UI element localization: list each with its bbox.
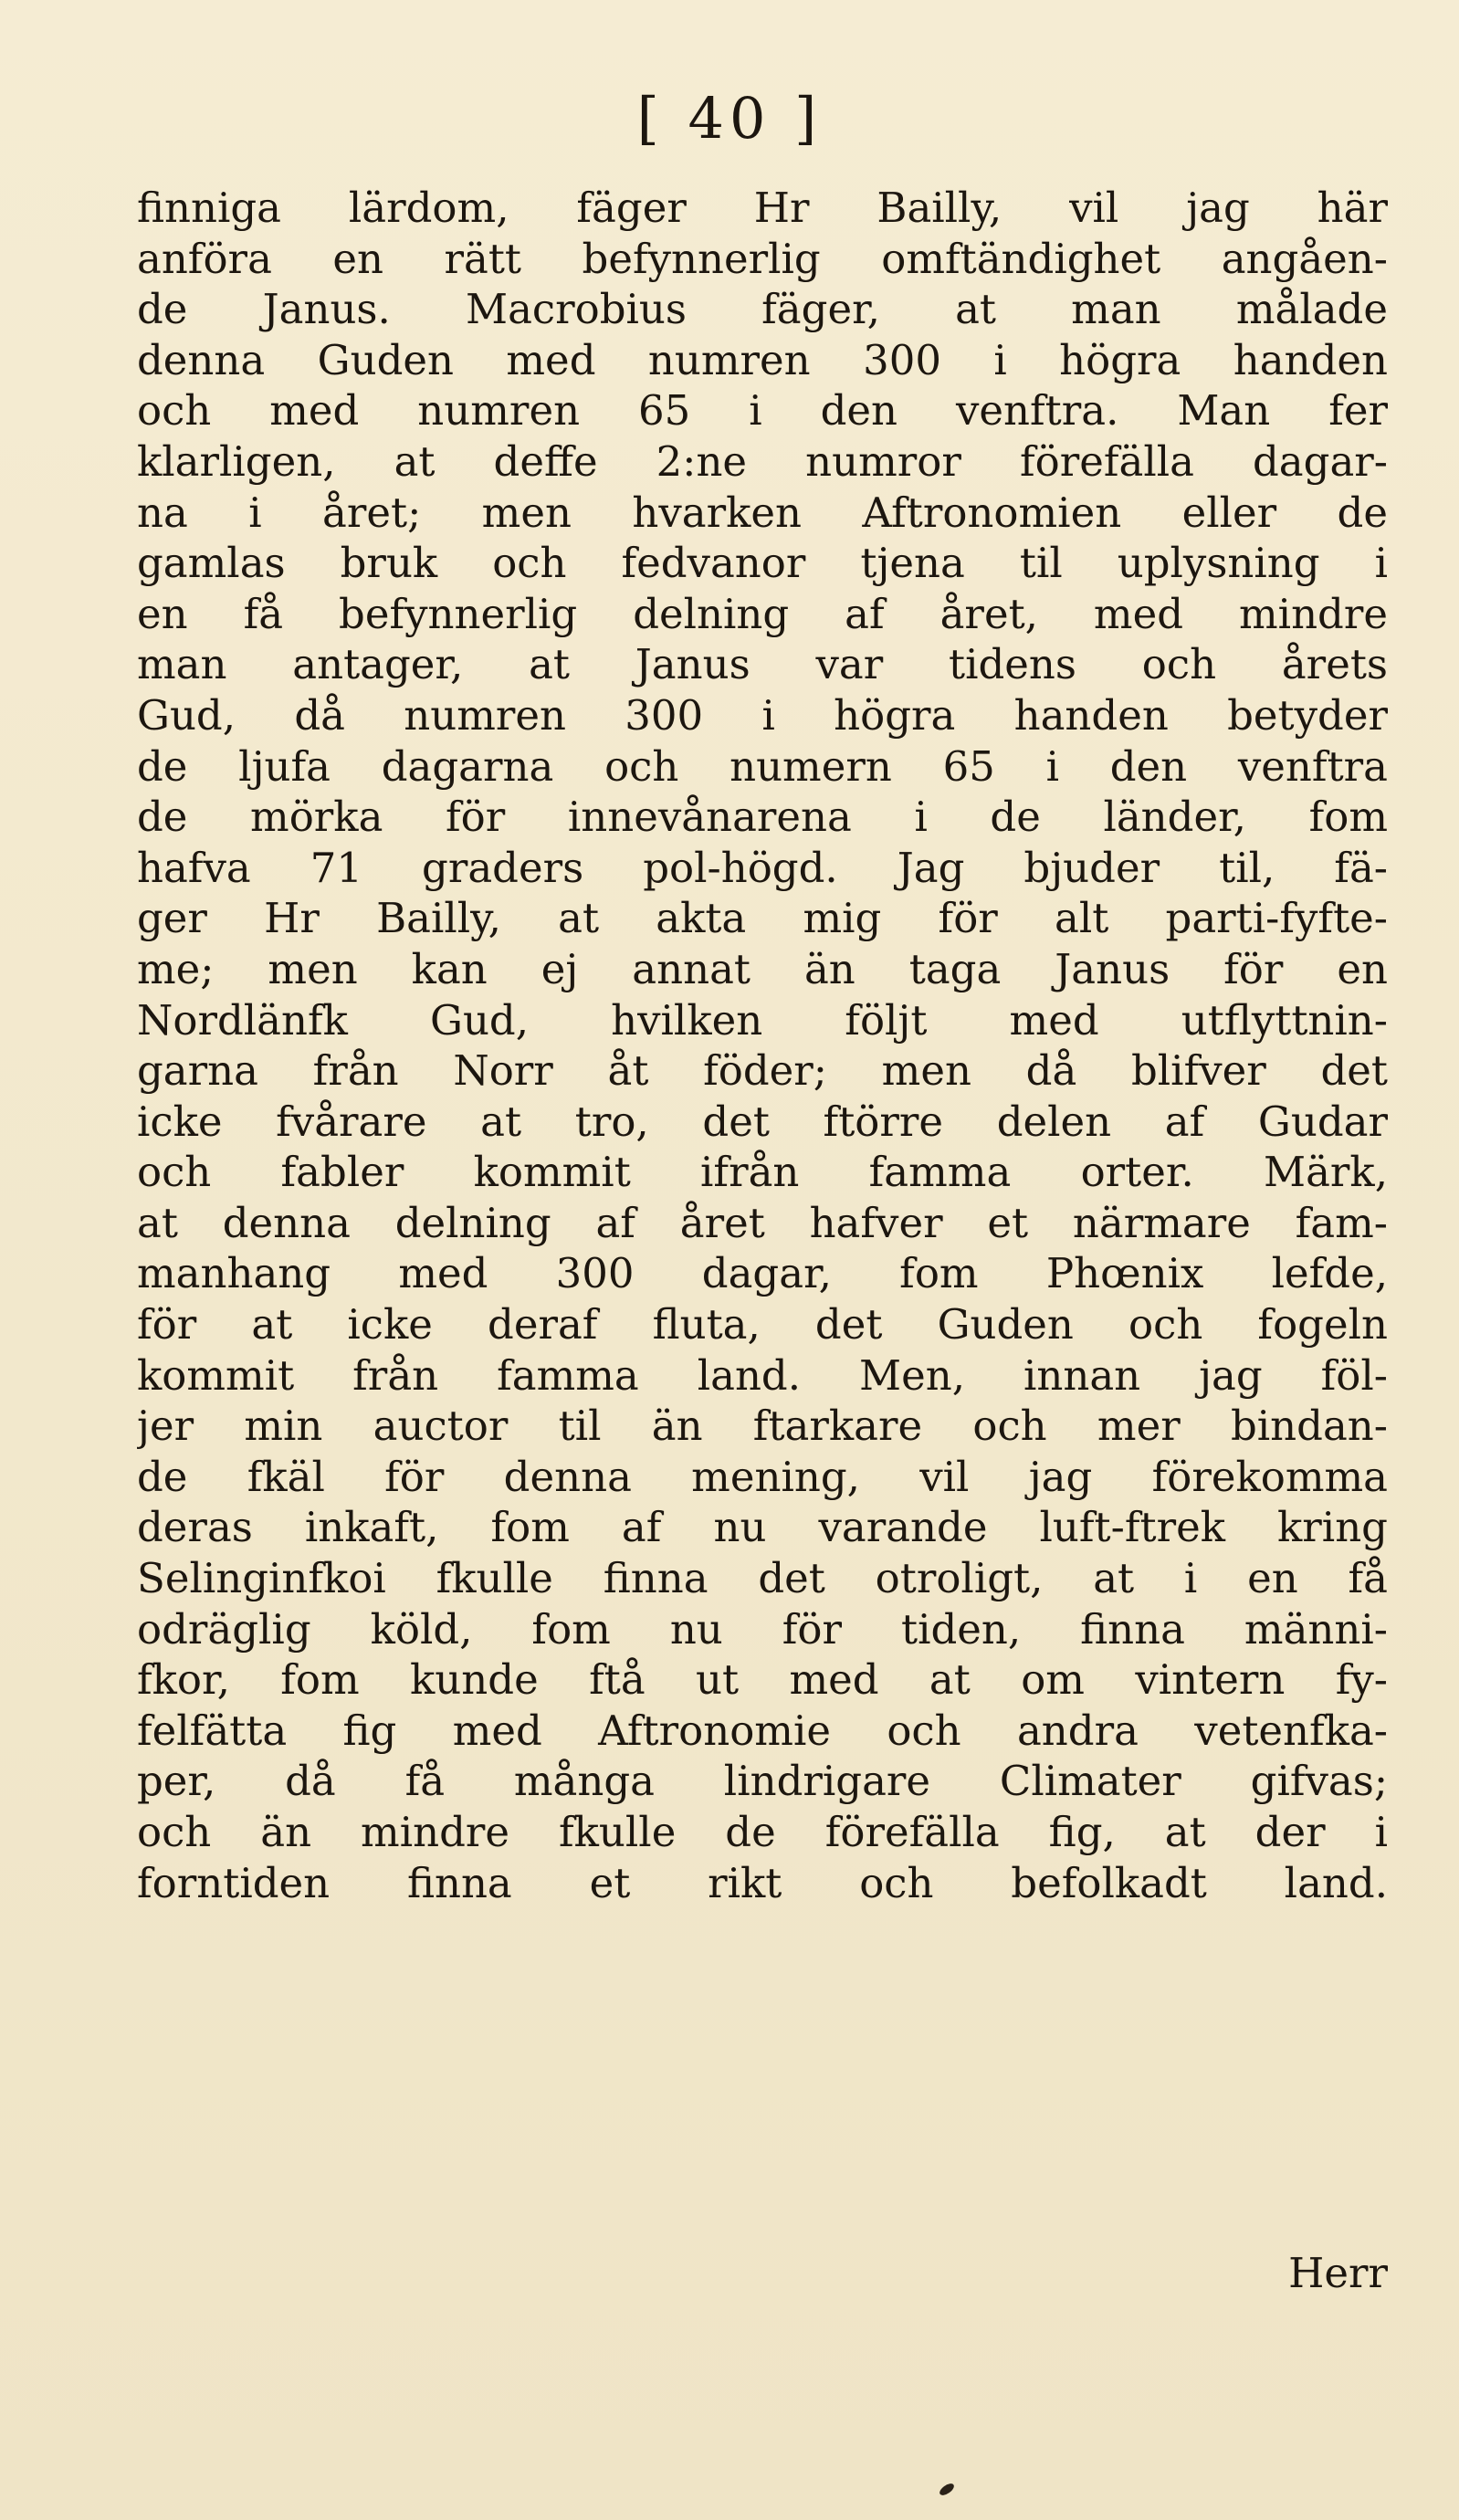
text-line: och än mindre fkulle de förefälla fig, at der i: [137, 1808, 1388, 1856]
text-line: manhang med 300 dagar, fom Phœnix lefde,: [137, 1249, 1388, 1298]
text-line: för at icke deraf fluta, det Guden och fogeln: [137, 1300, 1388, 1349]
ink-blot-mark: [938, 2482, 956, 2498]
text-line: och fabler kommit ifrån famma orter. Märk,: [137, 1148, 1388, 1197]
text-line: och med numren 65 i den venftra. Man fer: [137, 386, 1388, 436]
text-line: forntiden finna et rikt och befolkadt land.: [137, 1858, 1388, 1907]
text-line: garna från Norr åt föder; men då blifver det: [137, 1046, 1388, 1096]
page-number-header: [ 40 ]: [636, 85, 823, 152]
text-line: de mörka för innevånarena i de länder, fom: [137, 793, 1388, 842]
text-line: felfätta fig med Aftronomie och andra vetenfka-: [137, 1706, 1388, 1755]
text-line: klarligen, at deffe 2:ne numror förefälla dagar-: [137, 436, 1388, 486]
text-line: na i året; men hvarken Aftronomien eller de: [137, 488, 1388, 537]
text-line: icke fvårare at tro, det ftörre delen af Gudar: [137, 1097, 1388, 1146]
text-line: de Janus. Macrobius fäger, at man målade: [137, 285, 1388, 334]
text-line: Nordlänfk Gud, hvilken följt med utflyttnin-: [137, 995, 1388, 1045]
text-line: hafva 71 graders pol-högd. Jag bjuder til, fä-: [137, 843, 1388, 892]
text-line: de ljufa dagarna och numern 65 i den venftra: [137, 741, 1388, 791]
text-line: deras inkaft, fom af nu varande luft-ftrek kring: [137, 1503, 1388, 1552]
text-line: fkor, fom kunde ftå ut med at om vintern fy-: [137, 1655, 1388, 1705]
text-line: en få befynnerlig delning af året, med mindre: [137, 589, 1388, 638]
text-line: Selinginfkoi fkulle finna det otroligt, at i en få: [137, 1554, 1388, 1603]
body-text: [137, 183, 1388, 1908]
text-line: jer min auctor til än ftarkare och mer bindan-: [137, 1402, 1388, 1451]
catchword: Herr: [1288, 2249, 1388, 2297]
text-line: at denna delning af året hafver et närmare fam-: [137, 1198, 1388, 1247]
text-line: me; men kan ej annat än taga Janus för en: [137, 944, 1388, 993]
text-line: kommit från famma land. Men, innan jag föl-: [137, 1350, 1388, 1400]
text-line: anföra en rätt befynnerlig omftändighet angåen-: [137, 234, 1388, 283]
text-line: denna Guden med numren 300 i högra handen: [137, 335, 1388, 384]
text-line: ger Hr Bailly, at akta mig för alt parti-fyfte-: [137, 894, 1388, 943]
text-line: finniga lärdom, fäger Hr Bailly, vil jag här: [137, 184, 1388, 232]
text-line: odräglig köld, fom nu för tiden, finna männi-: [137, 1604, 1388, 1654]
text-line: gamlas bruk och fedvanor tjena til uplysning i: [137, 539, 1388, 588]
text-line: per, då få många lindrigare Climater gifvas;: [137, 1757, 1388, 1806]
text-line: man antager, at Janus var tidens och årets: [137, 640, 1388, 689]
text-line: de fkäl för denna mening, vil jag förekomma: [137, 1452, 1388, 1501]
text-line: Gud, då numren 300 i högra handen betyder: [137, 690, 1388, 740]
